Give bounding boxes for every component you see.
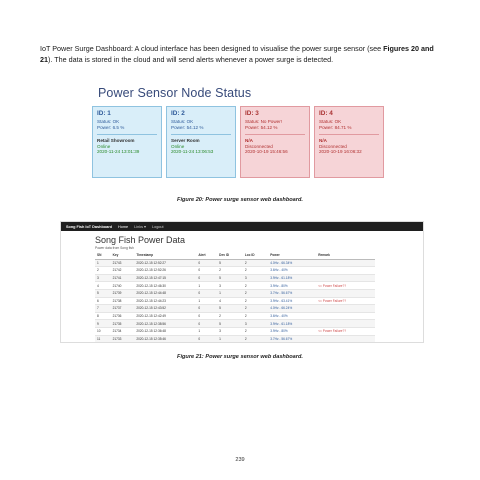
node-date: 2020-10-19 15:46:56 [245,149,288,155]
table-cell: 0 [196,335,217,342]
table-cell: <= Power Failure?? [316,282,375,290]
table-cell [316,320,375,328]
table-cell: 21741 [111,274,135,282]
table-body [95,259,375,342]
table-cell: 3.6Hz - 40% [268,267,316,275]
table-cell: 5 [95,289,111,297]
table-cell: 21740 [111,282,135,290]
table-cell: 4 [217,297,243,305]
table-cell: 1 [217,335,243,342]
table-row [95,289,375,297]
table-cell: 2020-12-15 12:36:48 [134,327,196,335]
table-cell: 7 [95,305,111,313]
node-power: Power: 54.12 % [245,124,278,130]
node-status: Status: No Power! [245,119,283,124]
table-cell: 21738 [111,297,135,305]
table-cell: 21736 [111,312,135,320]
table-cell: 10 [95,327,111,335]
table-cell: 21737 [111,305,135,313]
table-row [95,335,375,342]
table-cell: 1 [196,297,217,305]
table-cell: 4.0Hz - 66.24% [268,305,316,313]
table-cell: 3 [243,274,268,282]
table-cell: 0 [196,289,217,297]
column-header: SN [95,252,111,259]
table-cell: 1 [217,289,243,297]
table-cell: 11 [95,335,111,342]
table-cell: 2020-12-15 12:44:48 [134,289,196,297]
table-cell: 3 [243,320,268,328]
table-cell: 21742 [111,267,135,275]
nav-links-dropdown[interactable]: Links ▾ [134,225,146,229]
top-navbar [61,222,423,231]
nav-home[interactable]: Home [118,224,129,229]
column-header: Timestamp [134,252,196,259]
table-cell: 21735 [111,320,135,328]
table-cell: 0 [196,259,217,267]
table-cell: 2 [243,282,268,290]
table-cell: 1 [196,282,217,290]
table-cell: 21734 [111,327,135,335]
node-card-2 [166,106,236,178]
table-cell: 9 [95,320,111,328]
node-location: Server Room [171,138,200,144]
table-row [95,259,375,267]
node-status: Status: OK [171,119,194,124]
node-id: ID: 1 [97,110,111,117]
node-location: N/A [319,138,327,144]
node-id: ID: 2 [171,110,185,117]
node-connection: Disconnected [245,143,273,149]
table-cell: 2 [95,267,111,275]
table-cell: 2 [243,312,268,320]
node-power: Power: 54.12 % [171,124,204,130]
node-card-1 [92,106,162,178]
table-cell [316,305,375,313]
table-cell: 2 [243,259,268,267]
table-cell: 2020-12-15 12:38:56 [134,320,196,328]
table-cell: 3.7Hz - 56.67% [268,335,316,342]
table-cell [316,289,375,297]
table-row [95,282,375,290]
table-cell [316,312,375,320]
table-cell: 6 [95,297,111,305]
table-cell [316,259,375,267]
intro-bold-figures-20: Figures 20 [383,44,420,53]
table-cell: 3 [217,282,243,290]
table-cell: 2 [217,312,243,320]
node-location: Retail Showroom [97,138,135,144]
figure-21-caption: Figure 21: Power surge sensor web dashboard. [177,354,303,360]
table-cell: 0 [196,312,217,320]
table-cell: 1 [95,259,111,267]
node-status: Status: OK [97,119,120,124]
power-sensor-title: Power Sensor Node Status [98,86,252,100]
column-header: Loc ID [243,252,268,259]
column-header: Alert [196,252,217,259]
table-row [95,312,375,320]
node-power: Power: 84.71 % [319,124,352,130]
table-cell: 3 [95,274,111,282]
table-cell: 3.7Hz - 56.67% [268,289,316,297]
table-cell: 4.0Hz - 66.34% [268,259,316,267]
table-cell: 0 [196,320,217,328]
node-power: Power: 6.5 % [97,124,125,130]
table-cell: 3.6Hz - 40% [268,312,316,320]
node-divider [319,134,379,135]
table-cell [316,274,375,282]
table-header-row [95,252,375,259]
table-row [95,320,375,328]
table-cell: 2020-12-15 12:43:52 [134,305,196,313]
table-cell: 3.9Hz - 80% [268,327,316,335]
table-cell: 2 [243,335,268,342]
table-cell: 2 [243,289,268,297]
node-date: 2020-10-19 16:06:32 [319,149,362,155]
table-cell: 21743 [111,259,135,267]
table-cell: 2 [243,267,268,275]
table-row [95,305,375,313]
table-cell: <= Power Failure?? [316,297,375,305]
table-cell: 2 [217,267,243,275]
figure-20-caption: Figure 20: Power surge sensor web dashboard. [177,197,303,203]
table-cell [316,335,375,342]
table-cell: 3.9Hz - 61.18% [268,274,316,282]
figure-21-dashboard [60,221,424,343]
node-connection: Online [171,143,185,149]
power-data-subtitle: Power data from Song fish [95,246,134,250]
table-cell: 3.9Hz - 61.18% [268,320,316,328]
intro-text-3: ). The data is stored in the cloud and will send alerts whenever a power surge is detected. [48,54,334,64]
figure-20-dashboard [92,86,388,186]
node-id: ID: 3 [245,110,259,117]
table-cell: 2020-12-15 12:42:49 [134,312,196,320]
table-cell: 5 [217,259,243,267]
table-cell: 2020-12-15 12:44:23 [134,297,196,305]
table-cell: 3.9Hz - 80% [268,282,316,290]
table-cell: 2020-12-15 12:35:46 [134,335,196,342]
table-cell: 2 [243,305,268,313]
intro-paragraph [40,44,440,65]
power-data-table [95,252,375,342]
table-row [95,274,375,282]
node-id: ID: 4 [319,110,333,117]
table-row [95,327,375,335]
table-cell: 2020-12-15 12:52:27 [134,259,196,267]
node-connection: Online [97,143,111,149]
table-cell: 0 [196,305,217,313]
nav-logout[interactable]: Logout [151,224,164,229]
table-cell: 3.9Hz - 63.41% [268,297,316,305]
table-cell: 2 [243,327,268,335]
node-date: 2020-11-24 13:06:53 [171,149,214,155]
table-cell: 3 [217,327,243,335]
table-cell: 1 [196,327,217,335]
navbar-brand[interactable]: Song Fish IoT Dashboard [66,224,112,229]
column-header: Power [268,252,316,259]
table-cell: 2020-12-15 12:46:30 [134,282,196,290]
node-date: 2020-11-24 13:01:39 [97,149,140,155]
node-card-3 [240,106,310,178]
column-header: Key [111,252,135,259]
table-cell: 5 [217,320,243,328]
node-cards [92,106,388,178]
power-data-title: Song Fish Power Data [95,235,186,245]
node-divider [97,134,157,135]
power-data-body [61,231,423,342]
table-cell: 21733 [111,335,135,342]
node-status: Status: OK [319,119,342,124]
intro-text-1: IoT Power Surge Dashboard: A cloud interface has been designed to visualise the power surge sensor (see [40,44,384,53]
node-location: N/A [245,138,253,144]
node-card-4 [314,106,384,178]
table-cell: 4 [95,282,111,290]
table-row [95,267,375,275]
table-cell: <= Power Failure?? [316,327,375,335]
node-divider [245,134,305,135]
table-cell: 2020-12-15 12:52:26 [134,267,196,275]
table-cell [316,267,375,275]
node-connection: Disconnected [319,143,347,149]
table-cell: 21739 [111,289,135,297]
table-cell: 0 [196,267,217,275]
table-cell: 2 [243,297,268,305]
table-cell: 0 [196,274,217,282]
column-header: Remark [316,252,375,259]
intro-bold-and-21: and 21 [40,44,434,64]
column-header: Dev ID [217,252,243,259]
table-cell: 5 [217,274,243,282]
table-cell: 8 [95,312,111,320]
page-number: 239 [235,457,245,463]
table-row [95,297,375,305]
table-cell: 2020-12-15 12:47:15 [134,274,196,282]
node-divider [171,134,231,135]
table-cell: 5 [217,305,243,313]
